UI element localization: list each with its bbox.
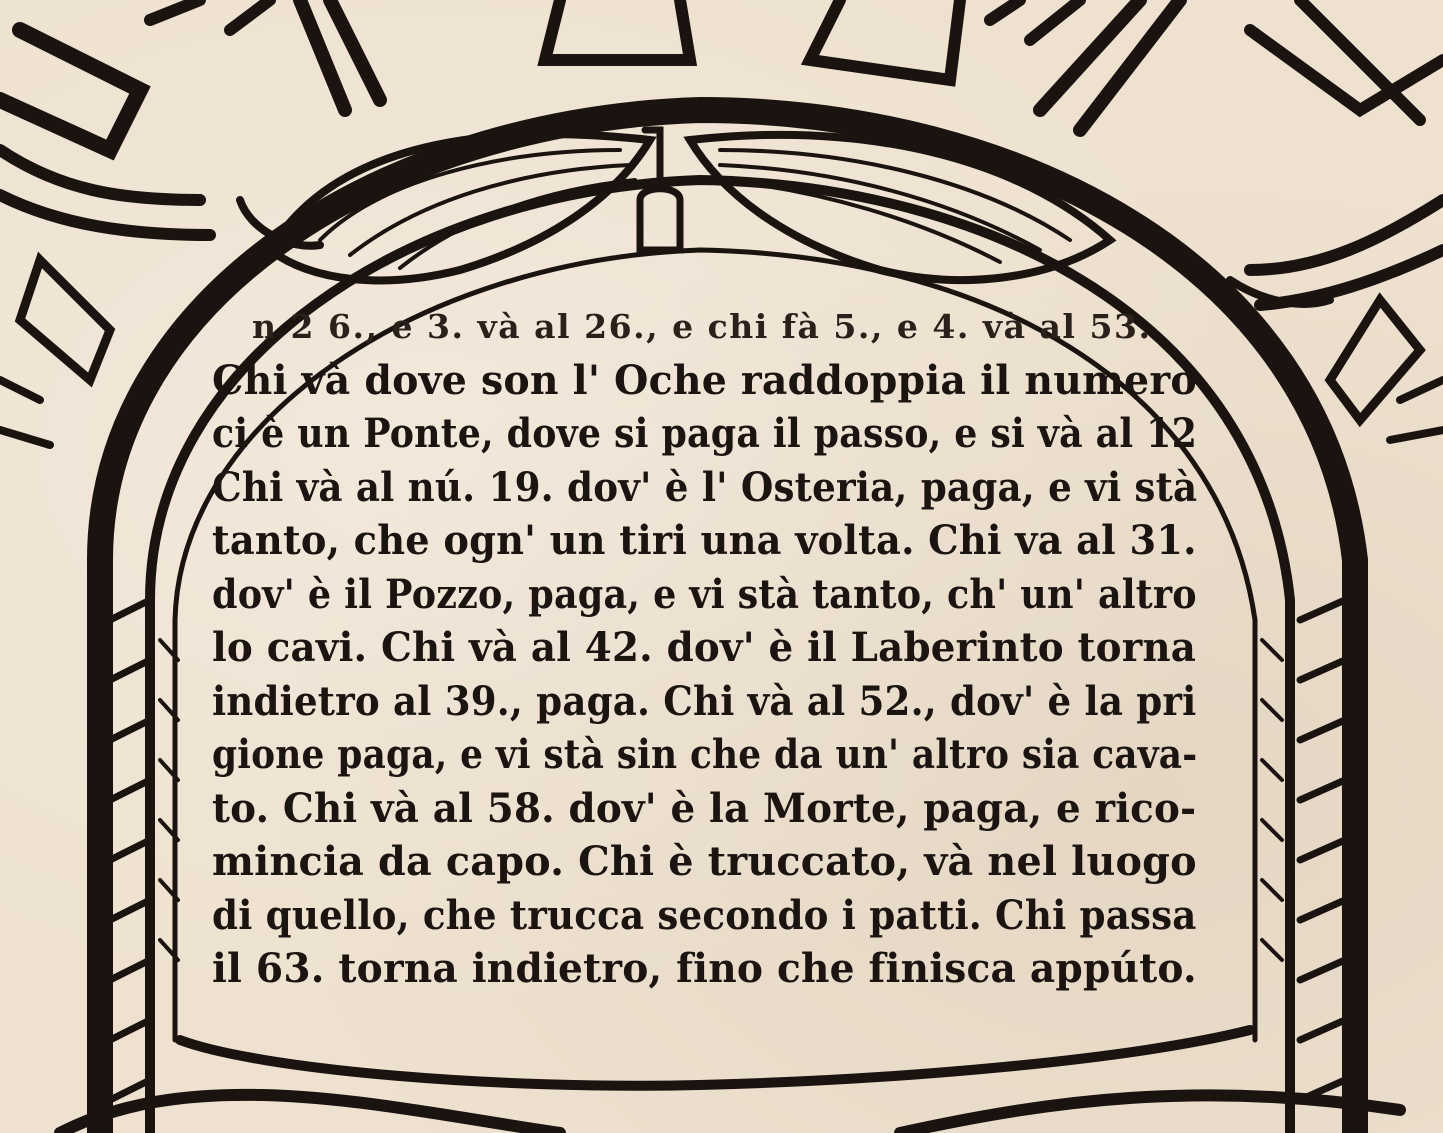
text-line-8: indietro al 39., paga. Chi và al 52., dov' è la pri [212,677,1197,725]
text-line-4: Chi và al nú. 19. dov' è l' Osteria, paga, e vi stà [212,463,1198,511]
text-line-12: di quello, che trucca secondo i patti. Chi passa [212,891,1197,939]
text-line-2: Chi và dove son l' Oche raddoppia il numero [212,356,1197,404]
text-line-9: gione paga, e vi stà sin che da un' altro sia cava- [212,731,1198,778]
text-line-10: to. Chi và al 58. dov' è la Morte, paga, e rico- [212,784,1197,832]
bottom-drape-left [180,1040,700,1086]
text-line-3: ci è un Ponte, dove si paga il passo, e si và al 12 [212,410,1198,457]
text-line-5: tanto, che ogn' un tiri una volta. Chi va al 31. [212,517,1197,564]
text-line-11: mincia da capo. Chi è truccato, và nel luogo [212,838,1197,885]
bottom-drape-right [700,1030,1250,1085]
text-line-13: il 63. torna indietro, fino che finisca appúto. [212,945,1197,992]
text-line-7: lo cavi. Chi và al 42. dov' è il Laberinto torna [212,624,1197,671]
text-line-1: n 2 6., e 3. và al 26., e chi fà 5., e 4. và al 53. [252,307,1152,346]
rules-text-block [212,300,1197,996]
text-line-6: dov' è il Pozzo, paga, e vi stà tanto, ch' un' altro [212,570,1197,618]
